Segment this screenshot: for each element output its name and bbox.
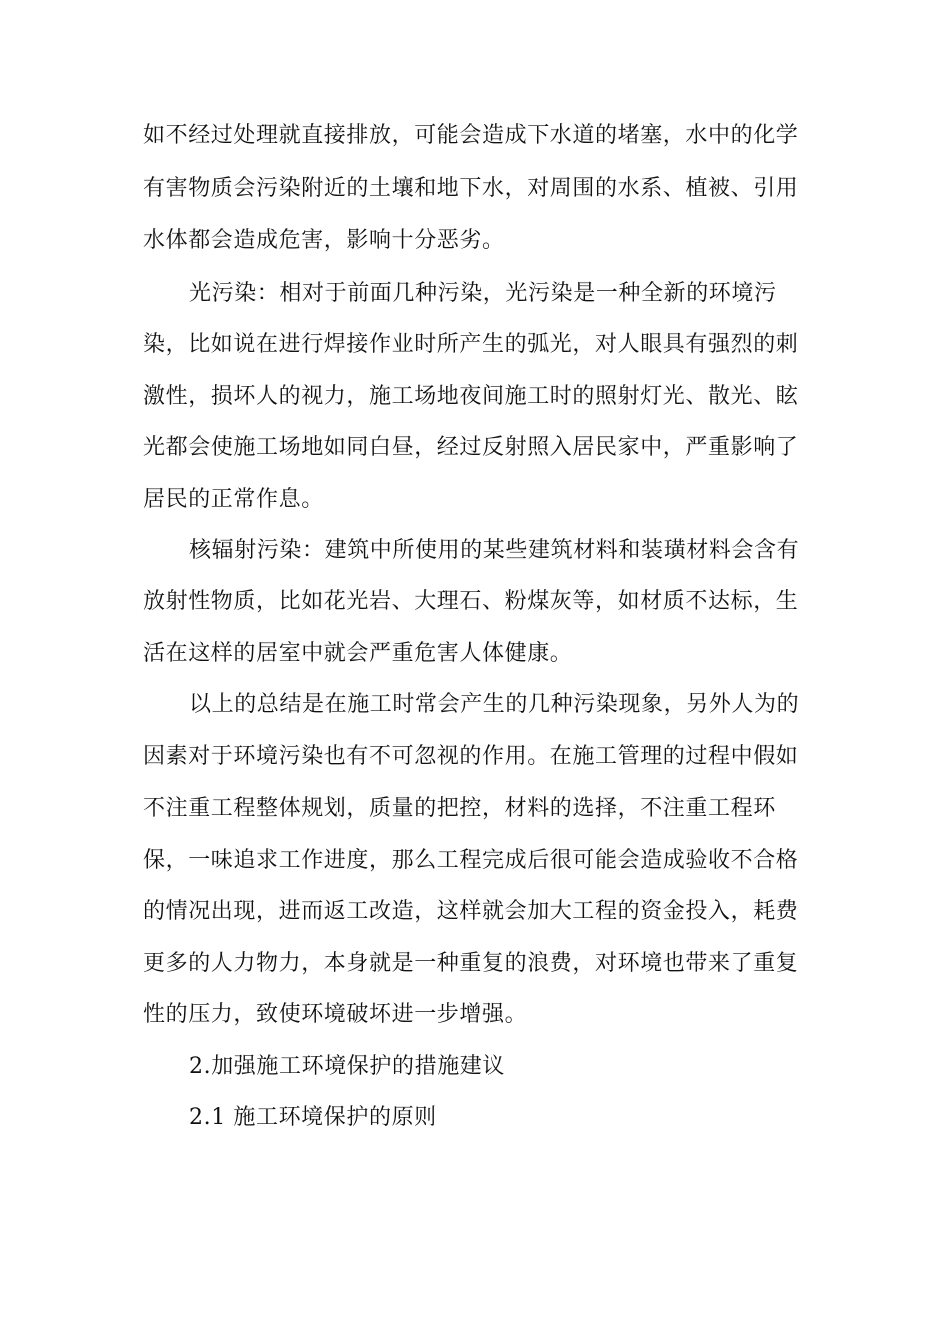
paragraph-line: 活在这样的居室中就会严重危害人体健康。 [143,641,573,666]
paragraph-line: 不注重工程整体规划，质量的把控，材料的选择，不注重工程环 [143,796,776,821]
paragraph-line: 的情况出现，进而返工改造，这样就会加大工程的资金投入，耗费 [143,899,799,924]
paragraph-line: 激性，损坏人的视力，施工场地夜间施工时的照射灯光、散光、眩 [143,384,799,409]
paragraph-line: 核辐射污染：建筑中所使用的某些建筑材料和装璜材料会含有 [189,538,800,563]
paragraph-line: 光污染：相对于前面几种污染，光污染是一种全新的环境污 [189,281,777,306]
paragraph-line: 保，一味追求工作进度，那么工程完成后很可能会造成验收不合格 [143,848,799,873]
paragraph-line: 性的压力，致使环境破坏进一步增强。 [143,1002,528,1027]
paragraph-line: 有害物质会污染附近的土壤和地下水，对周围的水系、植被、引用 [143,176,799,201]
section-heading: 2.加强施工环境保护的措施建议 [189,1054,505,1079]
paragraph-line: 以上的总结是在施工时常会产生的几种污染现象，另外人为的 [189,692,800,717]
paragraph-line: 放射性物质，比如花光岩、大理石、粉煤灰等，如材质不达标，生 [143,589,799,614]
paragraph-line: 更多的人力物力，本身就是一种重复的浪费，对环境也带来了重复 [143,951,799,976]
paragraph-line: 水体都会造成危害，影响十分恶劣。 [143,228,505,253]
paragraph-line: 因素对于环境污染也有不可忽视的作用。在施工管理的过程中假如 [143,744,799,769]
paragraph-line: 染，比如说在进行焊接作业时所产生的弧光，对人眼具有强烈的刺 [143,332,799,357]
paragraph-line: 居民的正常作息。 [143,487,324,512]
paragraph-line: 如不经过处理就直接排放，可能会造成下水道的堵塞，水中的化学 [143,123,799,148]
subsection-heading: 2.1 施工环境保护的原则 [189,1105,437,1130]
paragraph-line: 光都会使施工场地如同白昼，经过反射照入居民家中，严重影响了 [143,435,799,460]
